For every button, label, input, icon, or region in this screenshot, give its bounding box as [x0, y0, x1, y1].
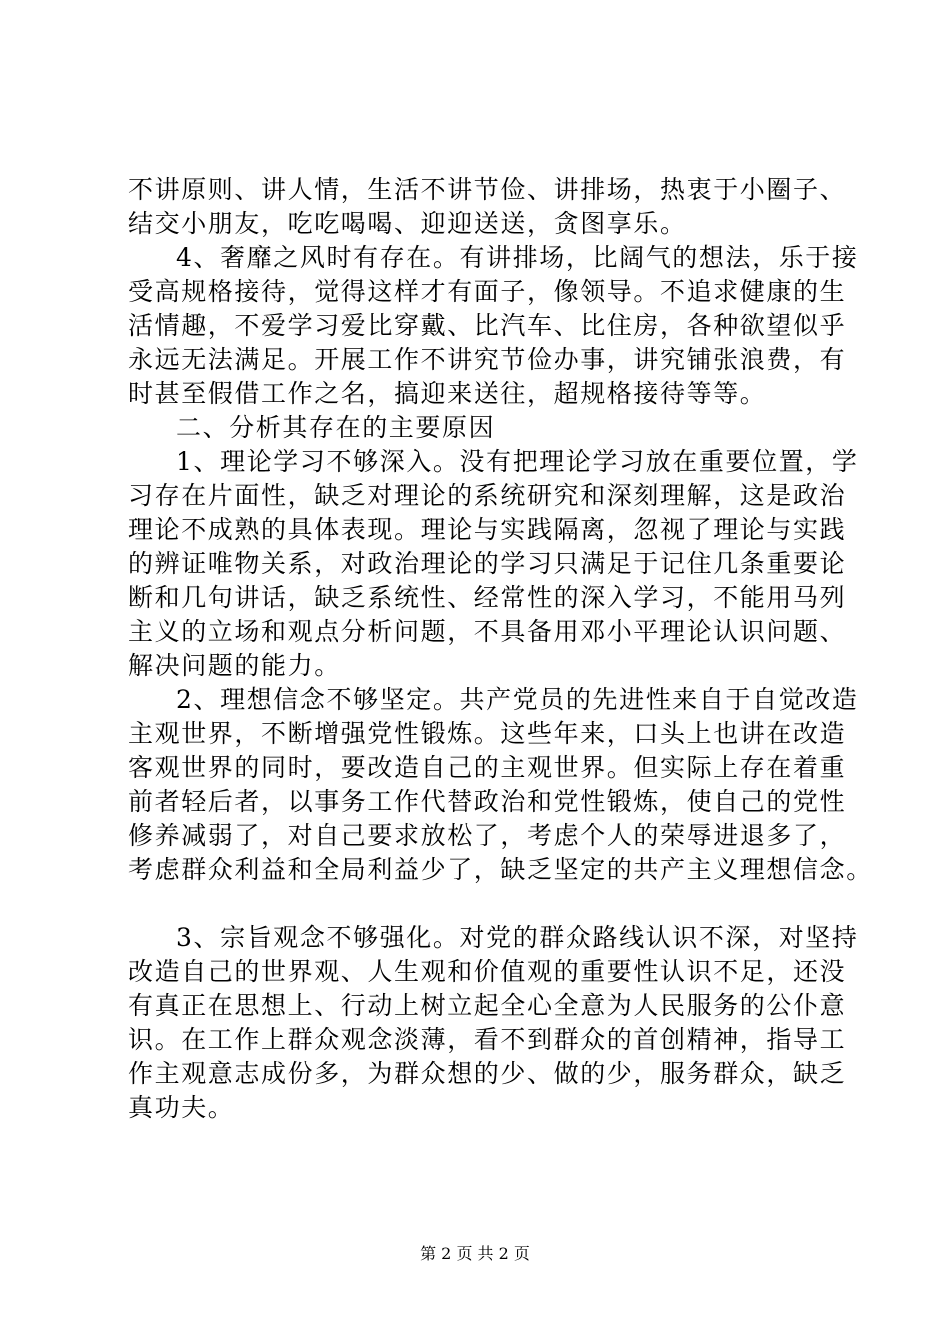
paragraph-2-start: 2、理想信念不够坚定。共产党员的先进性来自于自觉改造 — [176, 685, 859, 714]
text-line: 主义的立场和观点分析问题，不具备用邓小平理论认识问题、 — [128, 617, 847, 646]
text-line: 客观世界的同时，要改造自己的主观世界。但实际上存在着重 — [128, 753, 847, 782]
text-line: 理论不成熟的具体表现。理论与实践隔离，忽视了理论与实践 — [128, 515, 847, 544]
text-line: 修养减弱了，对自己要求放松了，考虑个人的荣辱进退多了， — [128, 821, 847, 850]
text-line: 解决问题的能力。 — [128, 651, 341, 680]
text-line: 习存在片面性，缺乏对理论的系统研究和深刻理解，这是政治 — [128, 481, 847, 510]
page-number-footer: 第 2 页 共 2 页 — [420, 1244, 530, 1263]
text-line: 改造自己的世界观、人生观和价值观的重要性认识不足，还没 — [128, 957, 847, 986]
text-line: 前者轻后者，以事务工作代替政治和党性锻炼，使自己的党性 — [128, 787, 847, 816]
text-line: 永远无法满足。开展工作不讲究节俭办事，讲究铺张浪费，有 — [128, 345, 847, 374]
text-line: 结交小朋友，吃吃喝喝、迎迎送送，贪图享乐。 — [128, 209, 687, 238]
text-line: 考虑群众利益和全局利益少了，缺乏坚定的共产主义理想信念。 — [128, 855, 873, 884]
text-line: 不讲原则、讲人情，生活不讲节俭、讲排场，热衷于小圈子、 — [128, 175, 847, 204]
paragraph-4-start: 4、奢靡之风时有存在。有讲排场，比阔气的想法，乐于接 — [176, 243, 859, 272]
text-line: 作主观意志成份多，为群众想的少、做的少，服务群众，缺乏 — [128, 1059, 847, 1088]
paragraph-1-start: 1、理论学习不够深入。没有把理论学习放在重要位置，学 — [176, 447, 859, 476]
text-line: 活情趣，不爱学习爱比穿戴、比汽车、比住房，各种欲望似乎 — [128, 311, 847, 340]
text-line: 主观世界，不断增强党性锻炼。这些年来，口头上也讲在改造 — [128, 719, 847, 748]
text-line: 真功夫。 — [128, 1093, 235, 1122]
text-line: 的辨证唯物关系，对政治理论的学习只满足于记住几条重要论 — [128, 549, 847, 578]
text-line: 有真正在思想上、行动上树立起全心全意为人民服务的公仆意 — [128, 991, 847, 1020]
section-heading: 二、分析其存在的主要原因 — [176, 413, 496, 442]
text-line: 受高规格接待，觉得这样才有面子，像领导。不追求健康的生 — [128, 277, 847, 306]
paragraph-3-start: 3、宗旨观念不够强化。对党的群众路线认识不深，对坚持 — [176, 923, 859, 952]
text-line: 断和几句讲话，缺乏系统性、经常性的深入学习，不能用马列 — [128, 583, 847, 612]
text-line: 时甚至假借工作之名，搞迎来送往，超规格接待等等。 — [128, 379, 767, 408]
text-line: 识。在工作上群众观念淡薄，看不到群众的首创精神，指导工 — [128, 1025, 847, 1054]
